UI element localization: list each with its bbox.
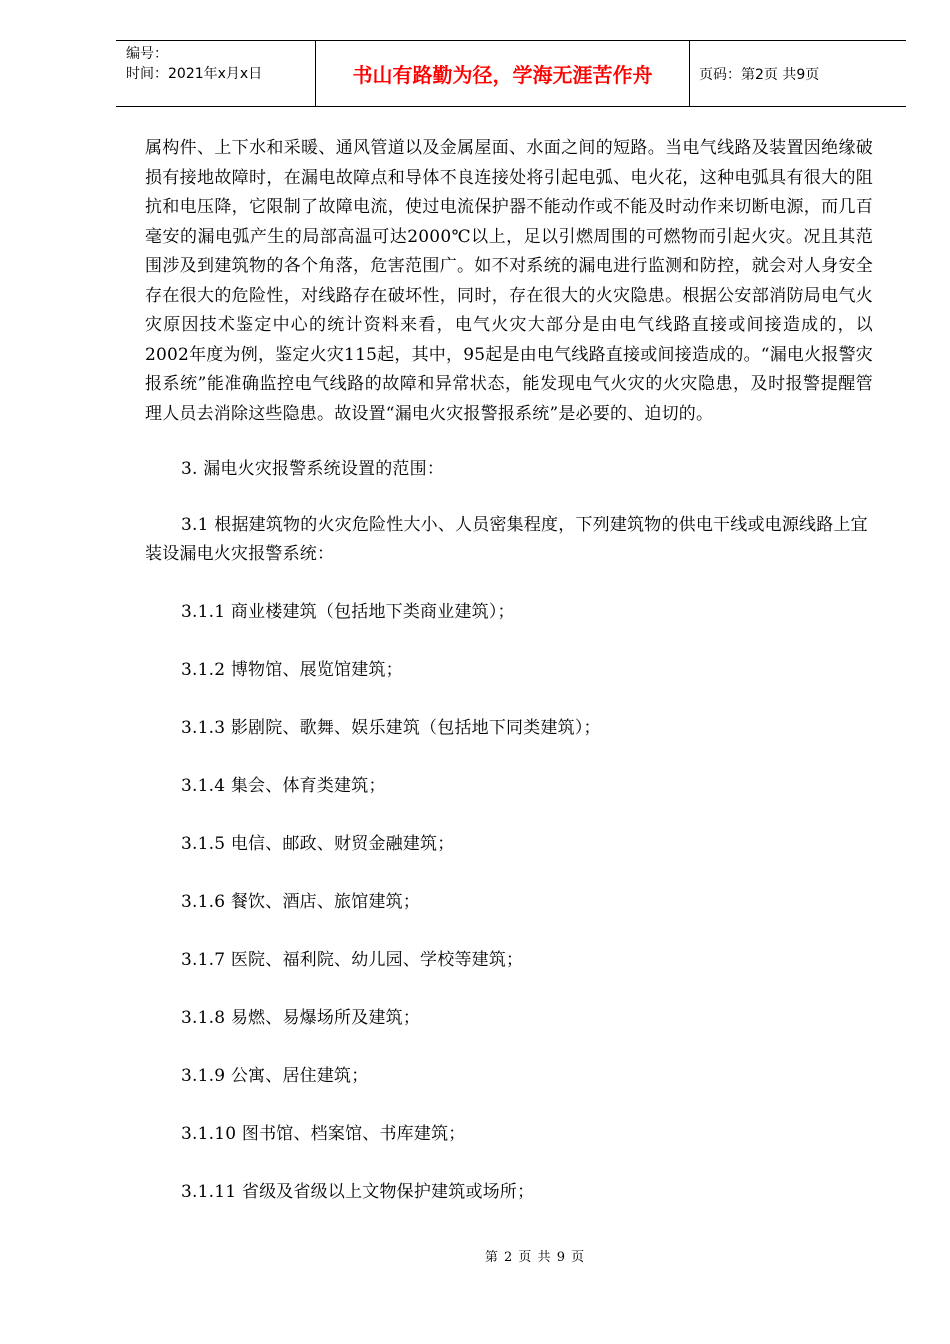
list-item: 3.1.1 商业楼建筑（包括地下类商业建筑）； (181, 602, 515, 622)
list-item: 3.1.5 电信、邮政、财贸金融建筑； (181, 834, 455, 854)
header-meta (116, 41, 316, 106)
list-item: 3.1.10 图书馆、档案馆、书库建筑； (181, 1124, 466, 1144)
list-item: 3.1.11 省级及省级以上文物保护建筑或场所； (181, 1182, 535, 1202)
section-heading: 3. 漏电火灾报警系统设置的范围： (181, 459, 445, 479)
intro-paragraph: 属构件、上下水和采暖、通风管道以及金属屋面、水面之间的短路。当电气线路及装置因绝缘破损有接地故障时，在漏电故障点和导体不良连接处将引起电弧、电火花，这种电弧具有很大的阻抗和电压降，它限制了故障电流，使过电流保护器不能动作或不能及时动作来切断电源，而几百毫安的漏电弧产生的局部高温可达2000℃以上，足以引燃周围的可燃物而引起火灾。况且其范围涉及到建筑物的各个角落，危害范围广。如不对系统的漏电进行监测和防控，就会对人身安全存在很大的危险性，对线路存在破坏性，同时，存在很大的火灾隐患。根据公安部消防局电气火灾原因技术鉴定中心的统计资料来看，电气火灾大部分是由电气线路直接或间接造成的，以2002年度为例，鉴定火灾115起，其中，95起是由电气线路直接或间接造成的。“漏电火报警灾报系统”能准确监控电气线路的故障和异常状态，能发现电气火灾的火灾隐患，及时报警提醒管理人员去消除这些隐患。故设置“漏电火灾报警报系统”是必要的、迫切的。 (145, 138, 873, 424)
list-item: 3.1.2 博物馆、展览馆建筑； (181, 660, 403, 680)
document-body (145, 134, 873, 1208)
list-item: 3.1.8 易燃、易爆场所及建筑； (181, 1008, 421, 1028)
list-item: 3.1.9 公寓、居住建筑； (181, 1066, 369, 1086)
document-time-label: 时间：2021年x月x日 (126, 66, 263, 82)
list-item: 3.1.4 集会、体育类建筑； (181, 776, 386, 796)
list-item: 3.1.3 影剧院、歌舞、娱乐建筑（包括地下同类建筑）； (181, 718, 601, 738)
list-item: 3.1.6 餐饮、酒店、旅馆建筑； (181, 892, 421, 912)
list-item: 3.1.7 医院、福利院、幼儿园、学校等建筑； (181, 950, 524, 970)
sub-paragraph: 3.1 根据建筑物的火灾危险性大小、人员密集程度，下列建筑物的供电干线或电源线路上宜装设漏电火灾报警系统： (145, 514, 868, 564)
page-footer: 第 2 页 共 9 页 (484, 1250, 586, 1265)
header-slogan: 书山有路勤为径，学海无涯苦作舟 (316, 41, 690, 106)
page-header (116, 40, 906, 107)
document-number-label: 编号： (126, 46, 168, 62)
header-page-number: 页码：第2页 共9页 (699, 66, 820, 83)
